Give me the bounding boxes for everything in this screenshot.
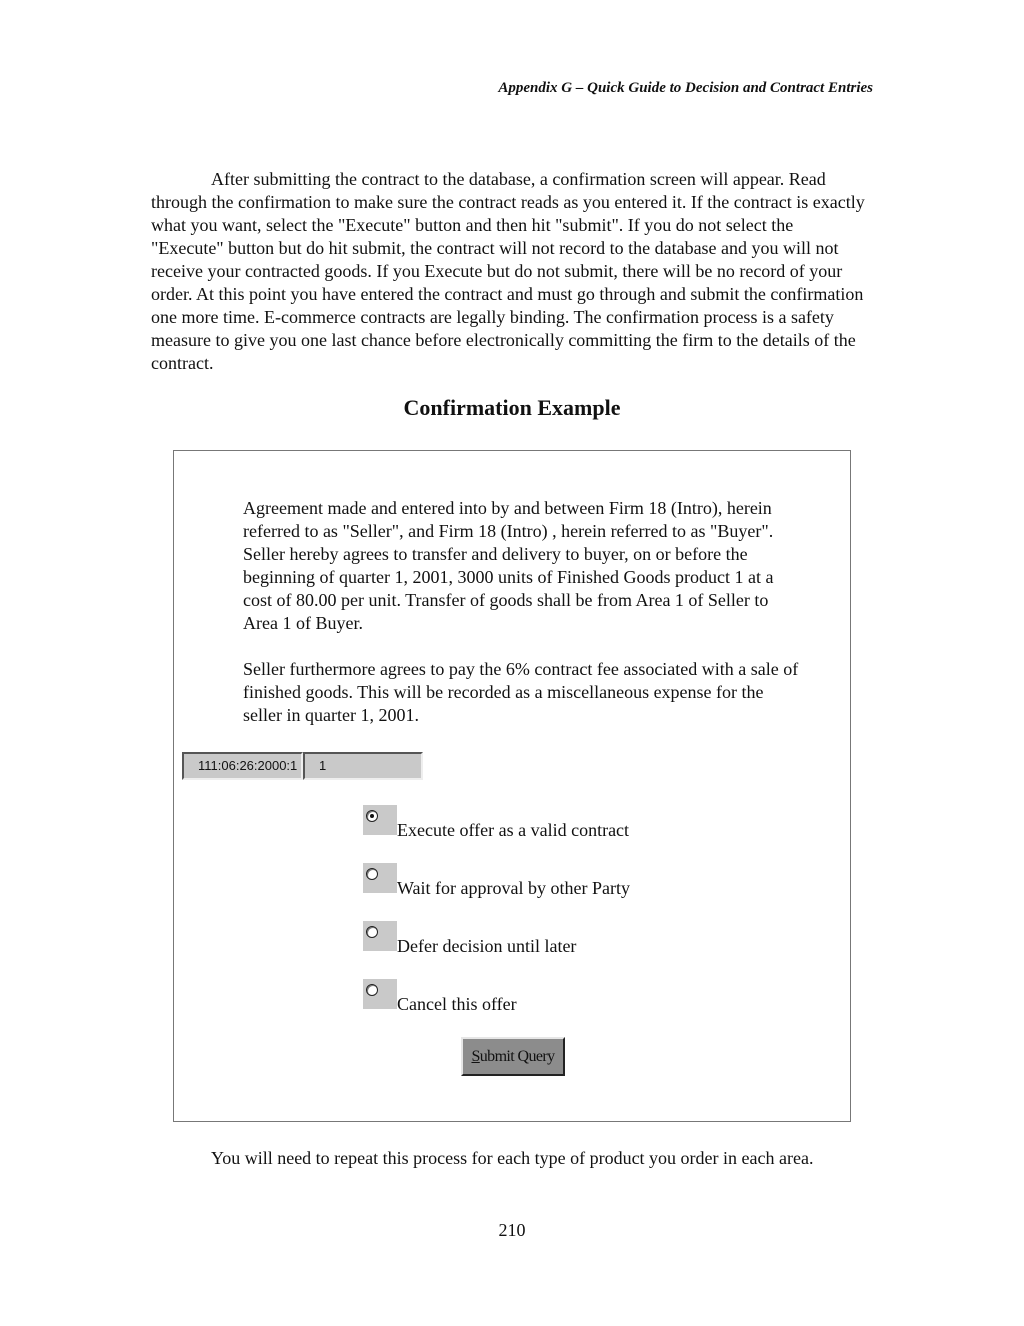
option-wait[interactable]	[363, 863, 630, 921]
section-heading: Confirmation Example	[403, 395, 621, 420]
radio-unselected-icon	[366, 926, 378, 938]
agreement-paragraph-fee: Seller furthermore agrees to pay the 6% contract fee associated with a sale of finished goods. This will be recorded as a miscellaneous expense for the seller in quarter 1, 2001.	[243, 659, 799, 725]
radio-execute[interactable]	[363, 805, 397, 835]
option-defer-label: Defer decision until later	[397, 936, 577, 956]
option-cancel-label: Cancel this offer	[397, 994, 517, 1014]
confirmation-example-frame	[173, 450, 851, 1122]
decision-options	[363, 805, 630, 1037]
agreement-paragraph-terms: Agreement made and entered into by and between Firm 18 (Intro), herein referred to as "Seller", and Firm 18 (Intro) , herein referred to as "Buyer". Seller hereby agrees to transfer and delivery to buyer, on or before the beginning of quarter 1, 2001, 3000 units of Finished Goods product 1 at a cost of 80.00 per unit. Transfer of goods shall be from Area 1 of Seller to Area 1 of Buyer.	[243, 498, 774, 633]
option-execute-label: Execute offer as a valid contract	[397, 820, 630, 840]
quantity-field[interactable]: 1	[303, 752, 423, 780]
radio-selected-icon	[366, 810, 378, 822]
option-cancel[interactable]	[363, 979, 630, 1037]
radio-unselected-icon	[366, 984, 378, 996]
radio-cancel[interactable]	[363, 979, 397, 1009]
option-defer[interactable]	[363, 921, 630, 979]
agreement-text	[243, 497, 803, 750]
intro-paragraph: After submitting the contract to the database, a confirmation screen will appear. Read through the confirmation to make sure the contract reads as you entered it. If the contract is exactly what you want, select the "Execute" button and then hit "submit". If you do not select the "Execute" button but do hit submit, the contract will not record to the database and you will not receive your contracted goods. If you Execute but do not submit, there will be no record of your order. At this point you have entered the contract and must go through and submit the confirmation one more time. E-commerce contracts are legally binding. The confirmation process is a safety measure to give you one last chance before electronically committing the firm to the details of the contract.	[151, 169, 865, 373]
radio-defer[interactable]	[363, 921, 397, 951]
page-number: 210	[498, 1220, 526, 1240]
running-header: Appendix G – Quick Guide to Decision and Contract Entries	[498, 80, 873, 96]
submit-query-button[interactable]	[461, 1037, 565, 1076]
radio-unselected-icon	[366, 868, 378, 880]
submit-accesskey: S	[471, 1048, 480, 1065]
submit-label: ubmit Query	[479, 1048, 555, 1065]
contract-id-field[interactable]: 111:06:26:2000:1	[182, 752, 303, 780]
closing-paragraph: You will need to repeat this process for each type of product you order in each area.	[211, 1148, 814, 1168]
option-wait-label: Wait for approval by other Party	[397, 878, 630, 898]
radio-wait[interactable]	[363, 863, 397, 893]
option-execute[interactable]	[363, 805, 630, 863]
contract-fields	[182, 752, 423, 780]
